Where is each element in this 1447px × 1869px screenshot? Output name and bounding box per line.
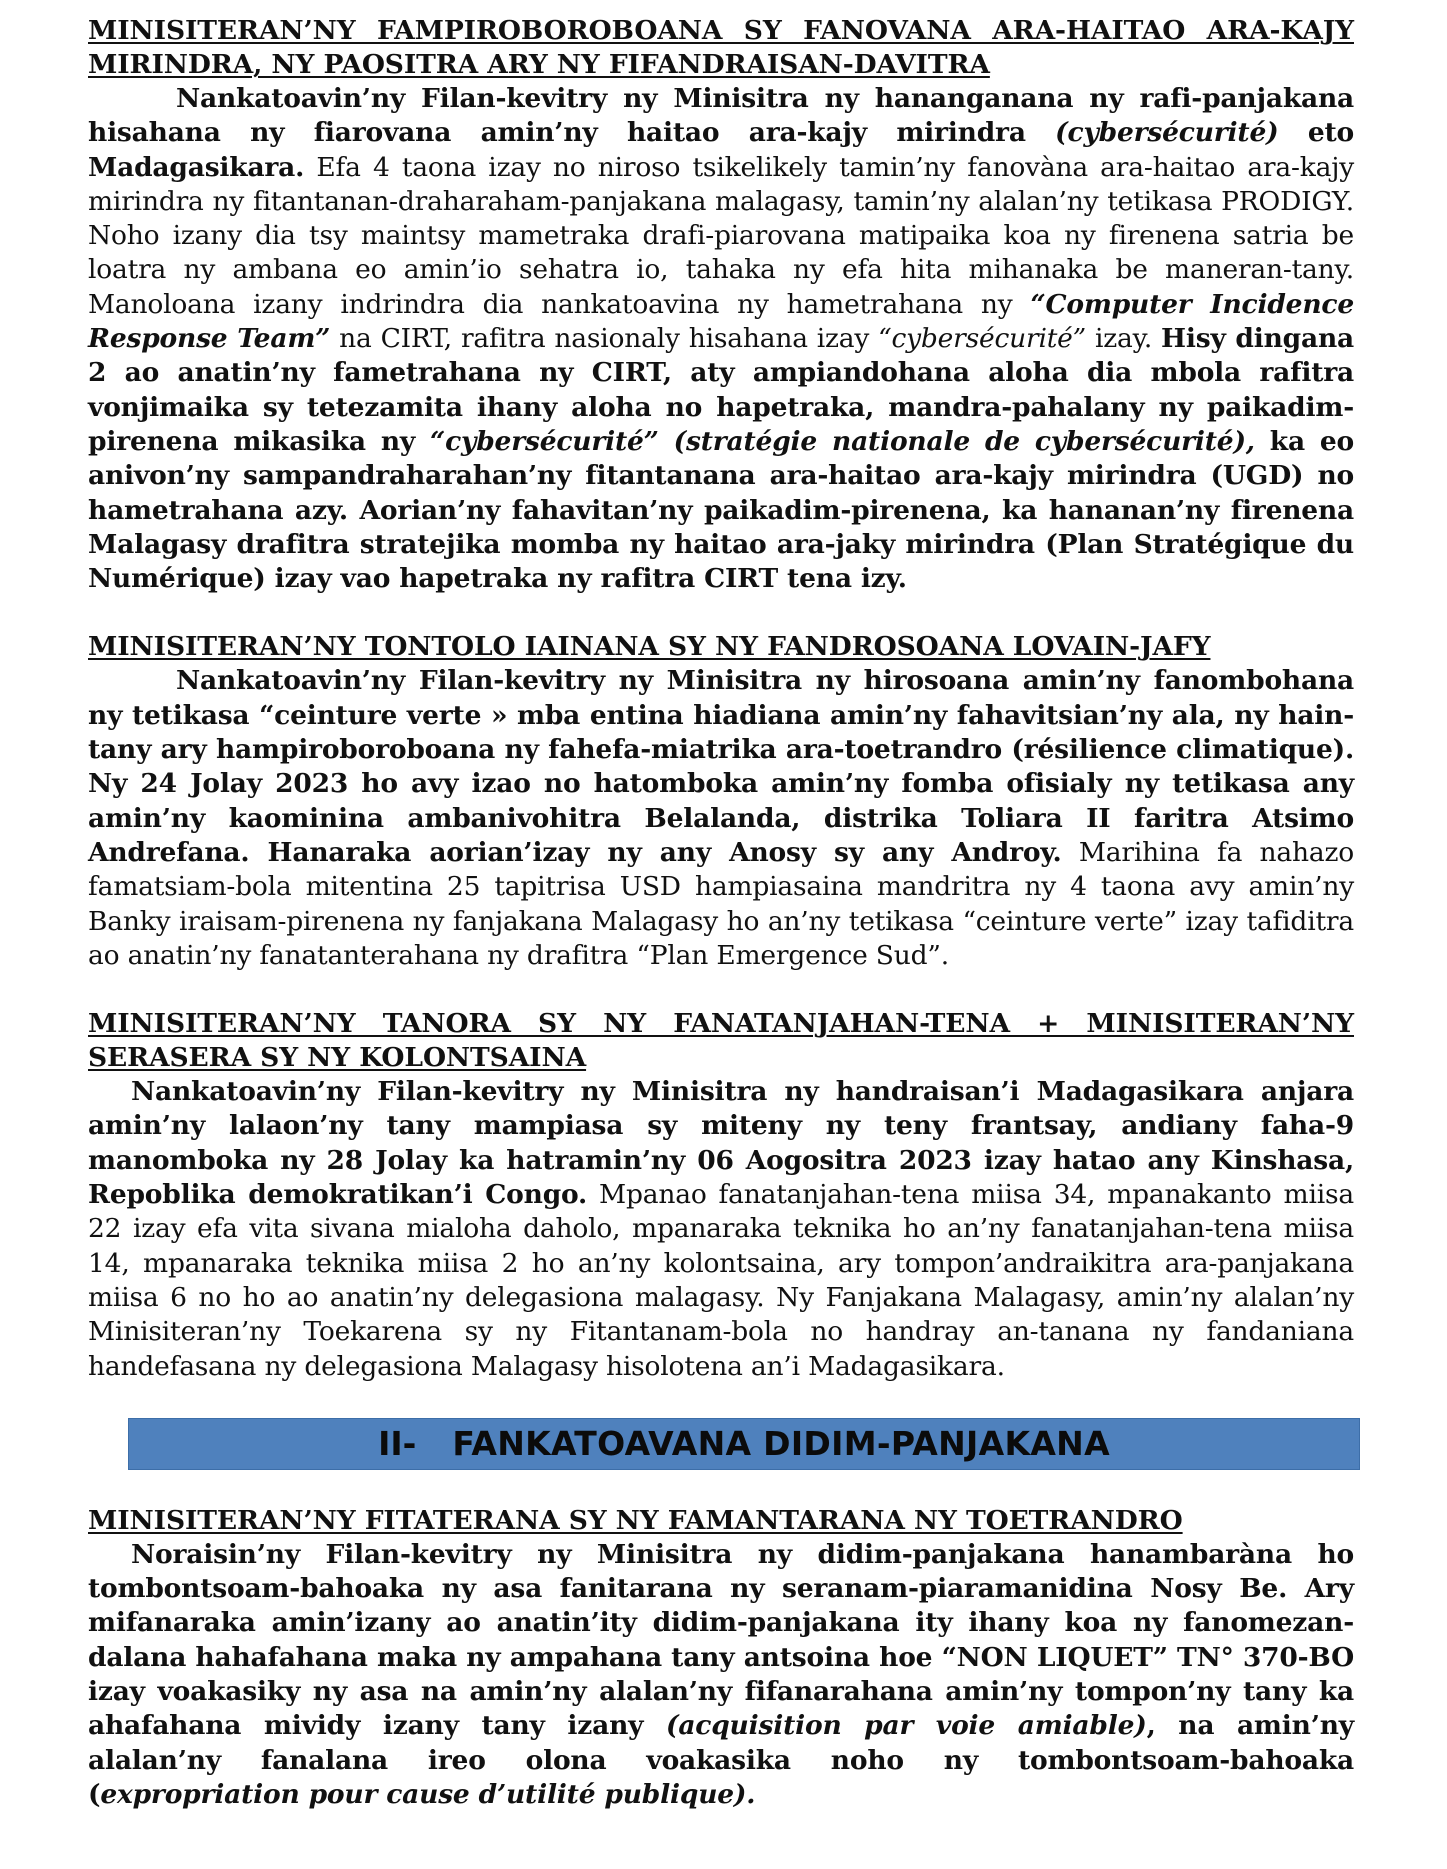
bold-italic-text: “Computer Incidence Response Team” — [88, 288, 1354, 355]
bold-italic-text: (cybersécurité) — [1055, 117, 1279, 149]
section-environnement — [88, 630, 1354, 973]
italic-text: “cybersécurité” — [878, 323, 1086, 355]
section-paragraph — [88, 1538, 1354, 1812]
bold-text: Nankatoavin’ny Filan-kevitry ny Minisitra ny hirosoana amin’ny fanombohana ny tetikasa “ceinture verte » mba entina hiadiana amin’ny fahavitsian’ny ala, ny hain-tany ary hampiroboroboana ny fahefa-miatrika ara-toetrandro (résilience climatique). Ny 24 Jolay 2023 ho avy izao no hatomboka amin’ny fomba ofisialy ny tetikasa any amin’ny kaominina ambanivohitra Belalanda, distrika Toliara II faritra Atsimo Andrefana. Hanaraka aorian’izay ny any Anosy sy any Androy. — [88, 665, 1354, 868]
section-heading: MINISITERAN’NY FITATERANA SY NY FAMANTARANA NY TOETRANDRO — [88, 1504, 1183, 1536]
bold-text: eto Madagasikara. — [88, 117, 1355, 183]
section-banner — [128, 1418, 1360, 1470]
bold-text: Hisy dingana 2 ao anatin’ny fametrahana ny CIRT, aty ampiandohana aloha dia mbola rafitra vonjimaika sy tetezamita ihany aloha no hapetraka, mandra-pahalany ny paikadim-pirenena mikasika ny — [88, 323, 1354, 457]
spacer — [88, 596, 1354, 630]
section-jeunesse-culture — [88, 1007, 1354, 1384]
section-transport — [88, 1504, 1354, 1812]
bold-italic-text: expropriation pour cause d’utilité publique). — [100, 1778, 756, 1810]
bold-text: ka eo anivon’ny sampandraharahan’ny fitantanana ara-haitao ara-kajy mirindra (UGD) no hametrahana azy. Aorian’ny fahavitan’ny paikadim-pirenena, ka hananan’ny firenena Malagasy drafitra stratejika momba ny haitao ara-jaky mirindra (Plan Stratégique du Numérique) izay vao hapetraka ny rafitra CIRT tena izy. — [88, 425, 1355, 595]
banner-title: FANKATOAVANA DIDIM-PANJAKANA — [452, 1424, 1110, 1464]
bold-text: Nankatoavin’ny Filan-kevitry ny Minisitra ny handraisan’i Madagasikara anjara amin’ny lalaon’ny tany mampiasa sy miteny ny teny frantsay, andiany faha-9 manomboka ny 28 Jolay ka hatramin’ny 06 Aogositra 2023 izay hatao any Kinshasa, Repoblika demokratikan’i Congo. — [88, 1076, 1354, 1211]
section-heading: MINISITERAN’NY TONTOLO IAINANA SY NY FANDROSOANA LOVAIN-JAFY — [88, 631, 1211, 663]
bold-text: Noraisin’ny Filan-kevitry ny Minisitra ny didim-panjakana hanambaràna ho tombontsoam-bahoaka ny asa fanitarana ny seranam-piaramanidina Nosy Be. Ary mifanaraka amin’izany ao anatin’ity didim-panjakana ity ihany koa ny fanomezan-dalana hahafahana maka ny ampahana tany antsoina hoe “NON LIQUET” TN° 370-BO izay voakasiky ny asa na amin’ny alalan’ny fifanarahana amin’ny tompon’ny tany ka ahafahana mividy izany tany izany — [88, 1538, 1354, 1742]
spacer — [88, 973, 1354, 1007]
section-heading: MINISITERAN’NY FAMPIROBOROBOANA SY FANOVANA ARA-HAITAO ARA-KAJY MIRINDRA, NY PAOSITRA ARY NY FIFANDRAISAN-DAVITRA — [88, 15, 1354, 80]
body-text: Efa 4 taona izay no niroso tsikelikely tamin’ny fanovàna ara-haitao ara-kajy mirindra ny fitantanan-draharaham-panjakana malagasy, tamin’ny alalan’ny tetikasa PRODIGY. Noho izany dia tsy maintsy mametraka drafi-piarovana matipaika koa ny firenena satria be loatra ny ambana eo amin’io sehatra io, tahaka ny efa hita mihanaka be maneran-tany. Manoloana izany indrindra dia nankatoavina ny hametrahana ny — [88, 151, 1354, 320]
section-heading: MINISITERAN’NY TANORA SY NY FANATANJAHAN-TENA + MINISITERAN’NY SERASERA SY NY KOLONTSAINA — [88, 1008, 1354, 1074]
banner-number: II- — [378, 1424, 417, 1464]
document-page — [88, 14, 1354, 1812]
bold-italic-text: (acquisition par voie amiable) — [665, 1710, 1147, 1742]
body-text: na CIRT, rafitra nasionaly hisahana izay — [330, 323, 879, 355]
section-paragraph — [88, 82, 1354, 596]
bold-text: , na amin’ny alalan’ny fanalana ireo olona voakasika noho ny tombontsoam-bahoaka ( — [88, 1710, 1354, 1810]
section-paragraph — [88, 1075, 1354, 1384]
bold-text: Nankatoavin’ny Filan-kevitry ny Minisitra ny hananganana ny rafi-panjakana hisahana ny fiarovana amin’ny haitao ara-kajy mirindra — [88, 83, 1354, 149]
body-text: izay. — [1086, 323, 1162, 355]
section-numerique — [88, 14, 1354, 596]
spacer — [88, 1470, 1354, 1504]
body-text: Marihina fa nahazo famatsiam-bola mitentina 25 tapitrisa USD hampiasaina mandritra ny 4 taona avy amin’ny Banky iraisam-pirenena ny fanjakana Malagasy ho an’ny tetikasa “ceinture verte” izay tafiditra ao anatin’ny fanatanterahana ny drafitra “Plan Emergence Sud”. — [88, 836, 1354, 971]
bold-italic-text: “cybersécurité” (stratégie nationale de cybersécurité), — [430, 425, 1255, 457]
body-text: Mpanao fanatanjahan-tena miisa 34, mpanakanto miisa 22 izay efa vita sivana mialoha daholo, mpanaraka teknika ho an’ny fanatanjahan-tena miisa 14, mpanaraka teknika miisa 2 ho an’ny kolontsaina, ary tompon’andraikitra ara-panjakana miisa 6 no ho ao anatin’ny delegasiona malagasy. Ny Fanjakana Malagasy, amin’ny alalan’ny Minisiteran’ny Toekarena sy ny Fitantanam-bola no handray an-tanana ny fandaniana handefasana ny delegasiona Malagasy hisolotena an’i Madagasikara. — [88, 1179, 1354, 1382]
section-paragraph — [88, 664, 1354, 973]
